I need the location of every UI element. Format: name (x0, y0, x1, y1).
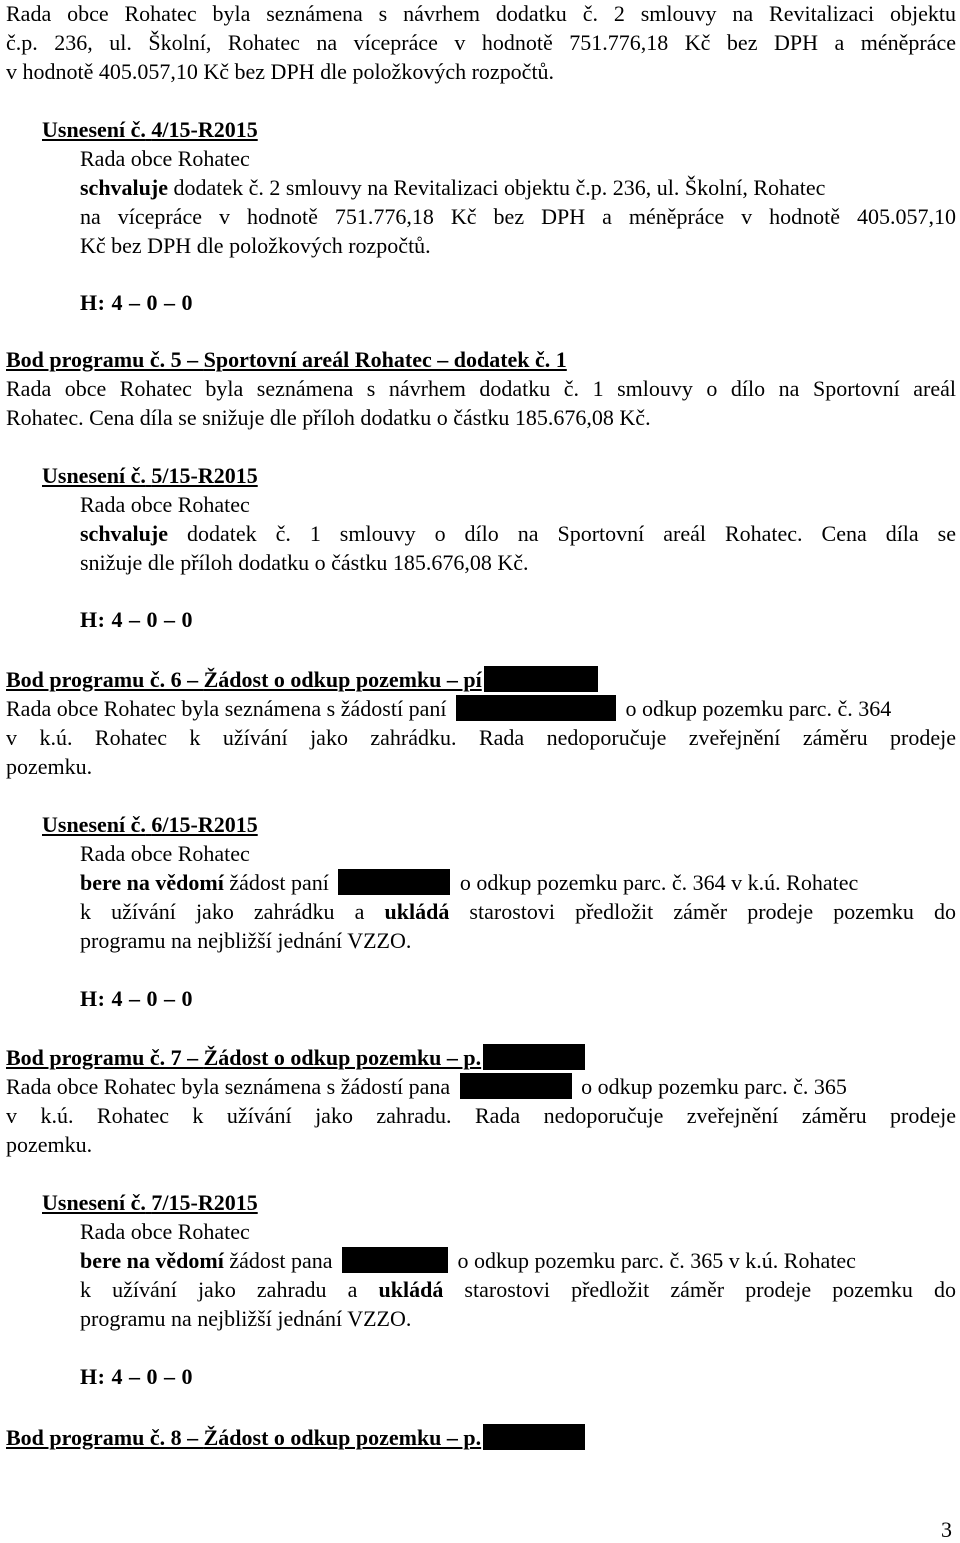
text: žádost paní (223, 870, 329, 895)
resolution-4-line-1 (80, 174, 825, 202)
item-8-heading (6, 1424, 585, 1452)
heading-prefix: Bod programu č. 7 – (6, 1045, 204, 1070)
resolution-label: Usnesení č. (42, 812, 146, 837)
item-6-line-2: v k.ú. Rohatec k užívání jako zahrádku. Rada nedoporučuje zveřejnění záměru prodeje (6, 725, 956, 750)
text: starostovi předložit záměr prodeje pozemku do (449, 899, 956, 924)
resolution-5-heading (42, 462, 258, 490)
resolution-6-line-2 (80, 898, 956, 926)
verb: ukládá (384, 899, 450, 924)
text: Rada obce Rohatec byla seznámena s žádostí pana (6, 1074, 451, 1099)
item-7-line-2: v k.ú. Rohatec k užívání jako zahradu. Rada nedoporučuje zveřejnění záměru prodeje (6, 1103, 956, 1128)
resolution-number: 6/15-R2015 (151, 812, 258, 837)
resolution-7-line-2 (80, 1276, 956, 1304)
resolution-number: 5/15-R2015 (151, 463, 258, 488)
item-6-line-1 (6, 695, 891, 723)
heading-title: Sportovní areál Rohatec – dodatek č. 1 (203, 347, 567, 372)
heading-title: Žádost o odkup pozemku – pí (203, 667, 482, 692)
resolution-label: Usnesení č. (42, 463, 146, 488)
page-number: 3 (941, 1517, 952, 1542)
resolution-5-body: Rada obce Rohatec (80, 492, 250, 517)
verb: bere na vědomí (80, 870, 224, 895)
resolution-6-body: Rada obce Rohatec (80, 841, 250, 866)
resolution-6-heading (42, 811, 258, 839)
verb: schvaluje (80, 175, 168, 200)
resolution-6-line-3: programu na nejbližší jednání VZZO. (80, 928, 412, 953)
text: žádost pana (223, 1248, 333, 1273)
verb: bere na vědomí (80, 1248, 224, 1273)
redaction-block (483, 1044, 585, 1070)
resolution-4-body: Rada obce Rohatec (80, 146, 250, 171)
redaction-block (484, 666, 598, 692)
redaction-block (483, 1424, 585, 1450)
item-7-heading (6, 1044, 585, 1072)
item-7-line-3: pozemku. (6, 1132, 93, 1157)
text: o odkup pozemku parc. č. 365 (581, 1074, 847, 1099)
redaction-block (338, 869, 450, 895)
heading-prefix: Bod programu č. 8 – (6, 1425, 204, 1450)
resolution-number: 4/15-R2015 (151, 117, 258, 142)
item-6-heading (6, 666, 598, 694)
resolution-5-line-1 (80, 520, 956, 548)
resolution-5-vote: H: 4 – 0 – 0 (80, 607, 193, 632)
verb: schvaluje (80, 521, 168, 546)
resolution-number: 7/15-R2015 (151, 1190, 258, 1215)
intro-line-2: č.p. 236, ul. Školní, Rohatec na vícepráce v hodnotě 751.776,18 Kč bez DPH a méněpráce (6, 30, 956, 55)
resolution-7-line-1 (80, 1247, 856, 1275)
heading-prefix: Bod programu č. 6 – (6, 667, 204, 692)
resolution-7-line-3: programu na nejbližší jednání VZZO. (80, 1306, 412, 1331)
text: starostovi předložit záměr prodeje pozemku do (443, 1277, 956, 1302)
verb: ukládá (378, 1277, 444, 1302)
heading-title: Žádost o odkup pozemku – p. (203, 1045, 482, 1070)
item-7-line-1 (6, 1073, 847, 1101)
resolution-4-line-2: na vícepráce v hodnotě 751.776,18 Kč bez DPH a méněpráce v hodnotě 405.057,10 (80, 204, 956, 229)
resolution-5-line-2: snižuje dle příloh dodatku o částku 185.676,08 Kč. (80, 550, 529, 575)
heading-title: Žádost o odkup pozemku – p. (203, 1425, 482, 1450)
item-5-line-2: Rohatec. Cena díla se snižuje dle příloh dodatku o částku 185.676,08 Kč. (6, 405, 651, 430)
heading-prefix: Bod programu č. 5 – (6, 347, 204, 372)
resolution-6-line-1 (80, 869, 858, 897)
intro-line-3: v hodnotě 405.057,10 Kč bez DPH dle položkových rozpočtů. (6, 59, 555, 84)
resolution-label: Usnesení č. (42, 117, 146, 142)
resolution-7-heading (42, 1189, 258, 1217)
text: o odkup pozemku parc. č. 365 v k.ú. Rohatec (457, 1248, 856, 1273)
text: dodatek č. 1 smlouvy o dílo na Sportovní areál Rohatec. Cena díla se (168, 521, 956, 546)
item-5-line-1: Rada obce Rohatec byla seznámena s návrhem dodatku č. 1 smlouvy o dílo na Sportovní areál (6, 376, 956, 401)
resolution-label: Usnesení č. (42, 1190, 146, 1215)
item-6-line-3: pozemku. (6, 754, 93, 779)
text: o odkup pozemku parc. č. 364 v k.ú. Rohatec (459, 870, 859, 895)
redaction-block (460, 1073, 572, 1099)
resolution-4-heading (42, 116, 258, 144)
redaction-block (342, 1247, 448, 1273)
text: k užívání jako zahradu a (80, 1277, 379, 1302)
text: Rada obce Rohatec byla seznámena s žádostí paní (6, 696, 447, 721)
resolution-7-vote: H: 4 – 0 – 0 (80, 1364, 193, 1389)
text: o odkup pozemku parc. č. 364 (625, 696, 892, 721)
redaction-block (456, 695, 616, 721)
resolution-4-vote: H: 4 – 0 – 0 (80, 290, 193, 315)
text: dodatek č. 2 smlouvy na Revitalizaci objektu č.p. 236, ul. Školní, Rohatec (168, 175, 826, 200)
resolution-6-vote: H: 4 – 0 – 0 (80, 986, 193, 1011)
resolution-4-line-3: Kč bez DPH dle položkových rozpočtů. (80, 233, 431, 258)
intro-line-1: Rada obce Rohatec byla seznámena s návrhem dodatku č. 2 smlouvy na Revitalizaci objektu (6, 1, 956, 26)
resolution-7-body: Rada obce Rohatec (80, 1219, 250, 1244)
text: k užívání jako zahrádku a (80, 899, 385, 924)
item-5-heading (6, 346, 567, 374)
